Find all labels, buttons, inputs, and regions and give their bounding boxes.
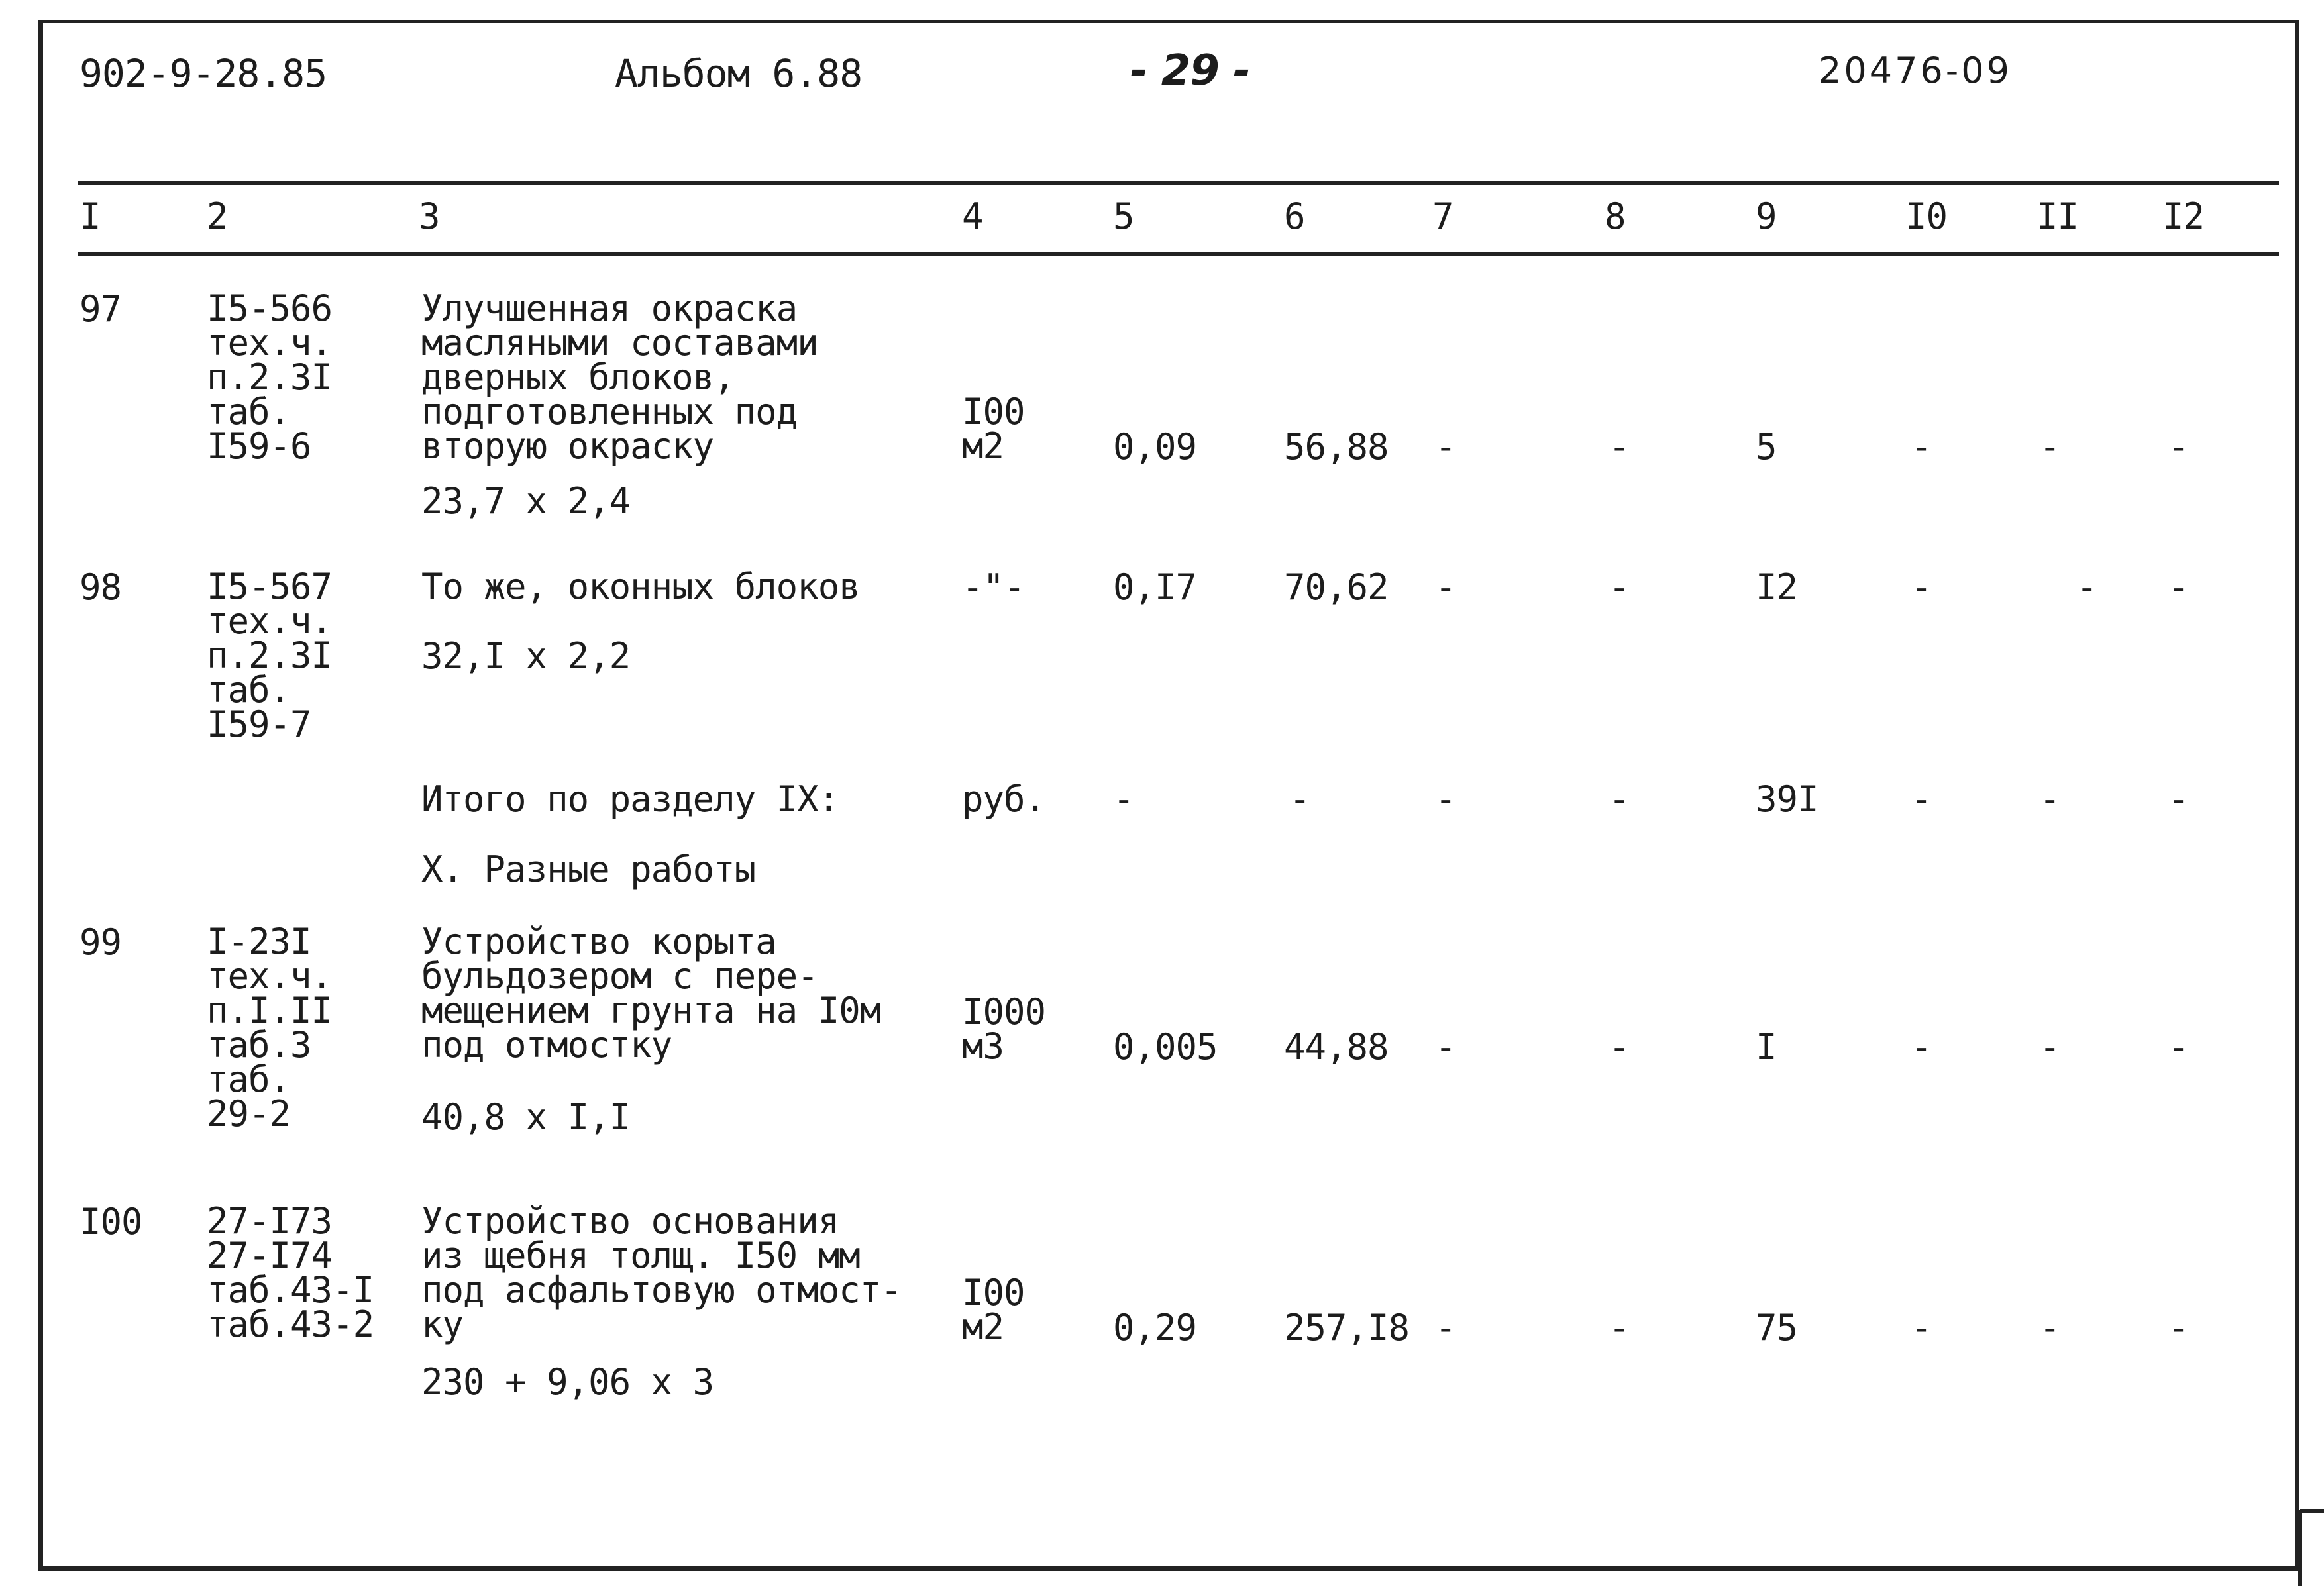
cell-col11: - [2076, 566, 2097, 608]
cell-col9: 39I [1756, 778, 1819, 820]
cell-col10: - [1911, 1026, 1932, 1068]
cell-col8: - [1609, 1026, 1630, 1068]
unit-price: 70,62 [1284, 566, 1389, 608]
unit: I000 м3 [962, 991, 1046, 1067]
cell-col7: - [1435, 1026, 1456, 1068]
unit: I00 м2 [962, 391, 1025, 467]
cell-col7: - [1435, 566, 1456, 608]
work-description: Устройство корыта бульдозером с пере- мещением грунта на I0м под отмостку [421, 921, 881, 1066]
column-header: 2 [207, 195, 228, 237]
cell-col8: - [1609, 1307, 1630, 1349]
cell-col12: - [2168, 426, 2189, 468]
column-header: II [2036, 195, 2079, 237]
volume-formula: 230 + 9,06 х 3 [421, 1361, 714, 1403]
row-number: 97 [79, 288, 122, 330]
unit-price: 44,88 [1284, 1026, 1389, 1068]
volume-formula: 23,7 х 2,4 [421, 480, 631, 522]
column-header: 9 [1756, 195, 1777, 237]
column-header: 4 [962, 195, 983, 237]
quantity: 0,09 [1113, 426, 1197, 468]
section-title: Х. Разные работы [421, 848, 756, 890]
cell-col12: - [2168, 778, 2189, 820]
norm-code: I5-567 тех.ч. п.2.3I таб. I59-7 [207, 566, 333, 745]
unit: I00 м2 [962, 1272, 1025, 1348]
cell-col11: - [2039, 1307, 2060, 1349]
album-label: Альбом 6.88 [615, 51, 863, 96]
cell-col10: - [1911, 1307, 1932, 1349]
quantity: 0,005 [1113, 1026, 1218, 1068]
column-header: I0 [1905, 195, 1948, 237]
cell-col7: - [1435, 778, 1456, 820]
volume-formula: 40,8 х I,I [421, 1096, 631, 1138]
cell-col8: - [1609, 426, 1630, 468]
work-description: Устройство основания из щебня толщ. I50 мм под асфальтовую отмост- ку [421, 1200, 902, 1345]
project-code: 902-9-28.85 [79, 51, 327, 96]
cell-col10: - [1911, 426, 1932, 468]
page-number: - 29 - [1130, 46, 1250, 95]
quantity: 0,29 [1113, 1307, 1197, 1349]
unit: -"- [962, 566, 1025, 608]
row-number: 99 [79, 921, 122, 963]
quantity: 0,I7 [1113, 566, 1197, 608]
cell-col11: - [2039, 778, 2060, 820]
cell-col11: - [2039, 426, 2060, 468]
column-header: I [79, 195, 101, 237]
edge-mark [2300, 1509, 2324, 1513]
norm-code: 27-I73 27-I74 таб.43-I таб.43-2 [207, 1200, 374, 1345]
cell-col9: I [1756, 1026, 1777, 1068]
cell-col10: - [1911, 778, 1932, 820]
cell-col7: - [1435, 426, 1456, 468]
cell-col7: - [1435, 1307, 1456, 1349]
cell-col10: - [1911, 566, 1932, 608]
edge-mark [2298, 1510, 2302, 1586]
cell-col9: I2 [1756, 566, 1798, 608]
column-header: 5 [1113, 195, 1134, 237]
column-header: 7 [1432, 195, 1453, 237]
unit-price: 56,88 [1284, 426, 1389, 468]
header-rule-bottom [78, 252, 2279, 256]
volume-formula: 32,I х 2,2 [421, 635, 631, 677]
work-description: Улучшенная окраска масляными составами дверных блоков, подготовленных под вторую окраску [421, 287, 818, 467]
cell-col12: - [2168, 1307, 2189, 1349]
header-rule-top [78, 181, 2279, 185]
work-description: То же, оконных блоков [421, 566, 860, 607]
total-label: Итого по разделу IX: [421, 778, 839, 820]
column-header: 6 [1284, 195, 1305, 237]
unit-price: - [1289, 778, 1310, 820]
row-number: I00 [79, 1201, 142, 1243]
cell-col9: 75 [1756, 1307, 1798, 1349]
column-header: 8 [1605, 195, 1626, 237]
row-number: 98 [79, 566, 122, 608]
quantity: - [1113, 778, 1134, 820]
column-header: 3 [419, 195, 440, 237]
cell-col9: 5 [1756, 426, 1777, 468]
cell-col11: - [2039, 1026, 2060, 1068]
unit-price: 257,I8 [1284, 1307, 1410, 1349]
unit: руб. [962, 778, 1046, 820]
document-number: 20476-09 [1819, 50, 2012, 91]
cell-col12: - [2168, 566, 2189, 608]
cell-col8: - [1609, 566, 1630, 608]
cell-col12: - [2168, 1026, 2189, 1068]
norm-code: I-23I тех.ч. п.I.II таб.3 таб. 29-2 [207, 921, 333, 1135]
column-header: I2 [2162, 195, 2205, 237]
cell-col8: - [1609, 778, 1630, 820]
norm-code: I5-566 тех.ч. п.2.3I таб. I59-6 [207, 287, 333, 467]
